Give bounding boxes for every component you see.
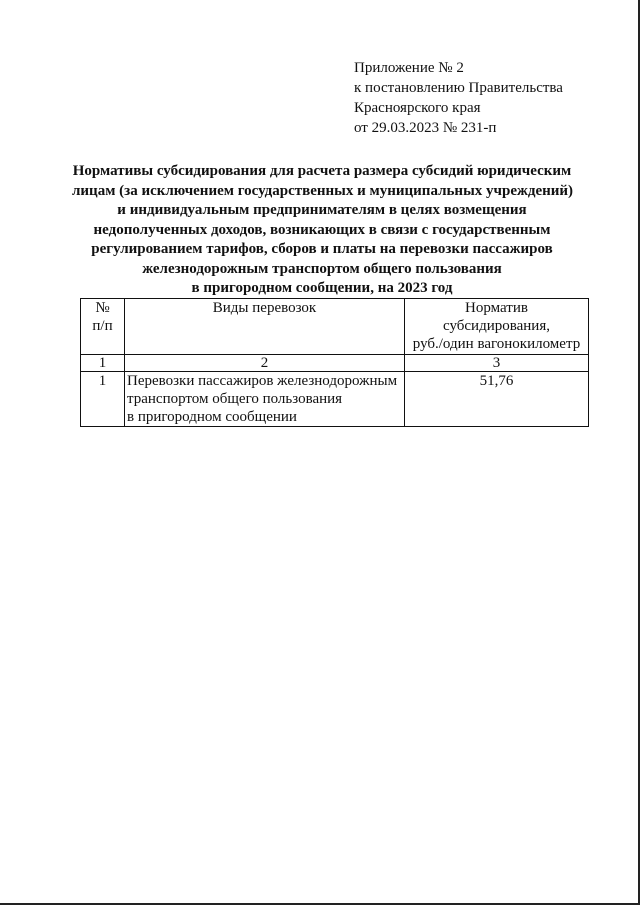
row-number: 1 bbox=[81, 372, 125, 427]
header-type bbox=[125, 299, 405, 355]
column-number: 1 bbox=[81, 355, 125, 372]
title-line: лицам (за исключением государственных и муниципальных учреждений) bbox=[72, 182, 574, 199]
column-number-row bbox=[81, 355, 589, 372]
document-title bbox=[72, 162, 572, 299]
row-type-line: в пригородном сообщении bbox=[127, 409, 297, 425]
title-line: железнодорожным транспортом общего пользования bbox=[142, 260, 502, 277]
annex-line: к постановлению Правительства bbox=[354, 80, 563, 96]
table-header-row bbox=[81, 299, 589, 355]
norms-table bbox=[80, 298, 589, 427]
row-norm-value: 51,76 bbox=[405, 372, 589, 427]
column-number: 2 bbox=[125, 355, 405, 372]
header-number-line: № bbox=[95, 300, 110, 316]
header-norm-line: Норматив bbox=[465, 300, 528, 316]
annex-header bbox=[354, 58, 614, 138]
title-line: Нормативы субсидирования для расчета размера субсидий юридическим bbox=[72, 163, 572, 179]
header-norm bbox=[405, 299, 589, 355]
header-number bbox=[81, 299, 125, 355]
annex-line: Красноярского края bbox=[354, 100, 481, 116]
annex-line: Приложение № 2 bbox=[354, 60, 464, 76]
annex-line: от 29.03.2023 № 231-п bbox=[354, 120, 497, 136]
row-type-line: транспортом общего пользования bbox=[127, 391, 343, 407]
title-line: и индивидуальным предпринимателям в целях возмещения bbox=[117, 202, 527, 218]
title-line: регулированием тарифов, сборов и платы на перевозки пассажиров bbox=[91, 241, 553, 257]
title-line: недополученных доходов, возникающих в связи с государственным bbox=[93, 221, 551, 238]
row-type-line: Перевозки пассажиров железнодорожным bbox=[127, 373, 398, 389]
header-norm-line: руб./один вагонокилометр bbox=[412, 336, 581, 352]
row-type bbox=[125, 372, 405, 427]
header-type-label: Виды перевозок bbox=[212, 300, 317, 316]
table-row bbox=[81, 372, 589, 427]
header-norm-line: субсидирования, bbox=[443, 318, 550, 334]
header-number-line: п/п bbox=[92, 318, 113, 334]
title-line: в пригородном сообщении, на 2023 год bbox=[191, 280, 453, 296]
column-number: 3 bbox=[405, 355, 589, 372]
